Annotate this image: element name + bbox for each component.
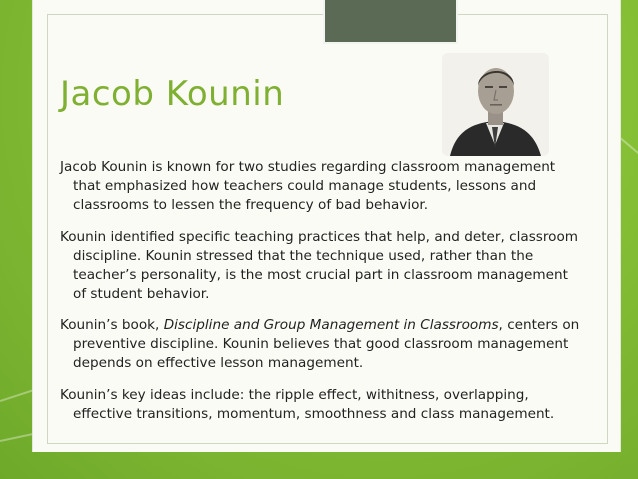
- book-description: , centers on preventive discipline. Kounin believes that good classroom management depends on effective lesson management.: [73, 317, 580, 371]
- portrait-illustration: [442, 53, 549, 156]
- slide-title: Jacob Kounin: [60, 74, 285, 114]
- title-accent-block: [323, 0, 458, 44]
- book-title: Discipline and Group Management in Classrooms: [163, 317, 499, 333]
- portrait-image: [442, 53, 549, 156]
- paragraph-kounin-book: [60, 316, 580, 373]
- book-intro-text: Kounin’s book,: [60, 317, 164, 333]
- paragraph-key-ideas: Kounin’s key ideas include: the ripple effect, withitness, overlapping, effective transitions, momentum, smoothness and class management.: [60, 386, 555, 422]
- slide-body: [60, 158, 580, 424]
- paragraph-kounin-studies: Jacob Kounin is known for two studies regarding classroom management that emphasized how teachers could manage students, lessons and classrooms to lessen the frequency of bad behavior.: [60, 159, 556, 213]
- paragraph-teaching-practices: Kounin identified specific teaching practices that help, and deter, classroom discipline. Kounin stressed that the technique used, rather than the teacher’s personality, is the most crucial part in classroom management of student behavior.: [60, 228, 579, 302]
